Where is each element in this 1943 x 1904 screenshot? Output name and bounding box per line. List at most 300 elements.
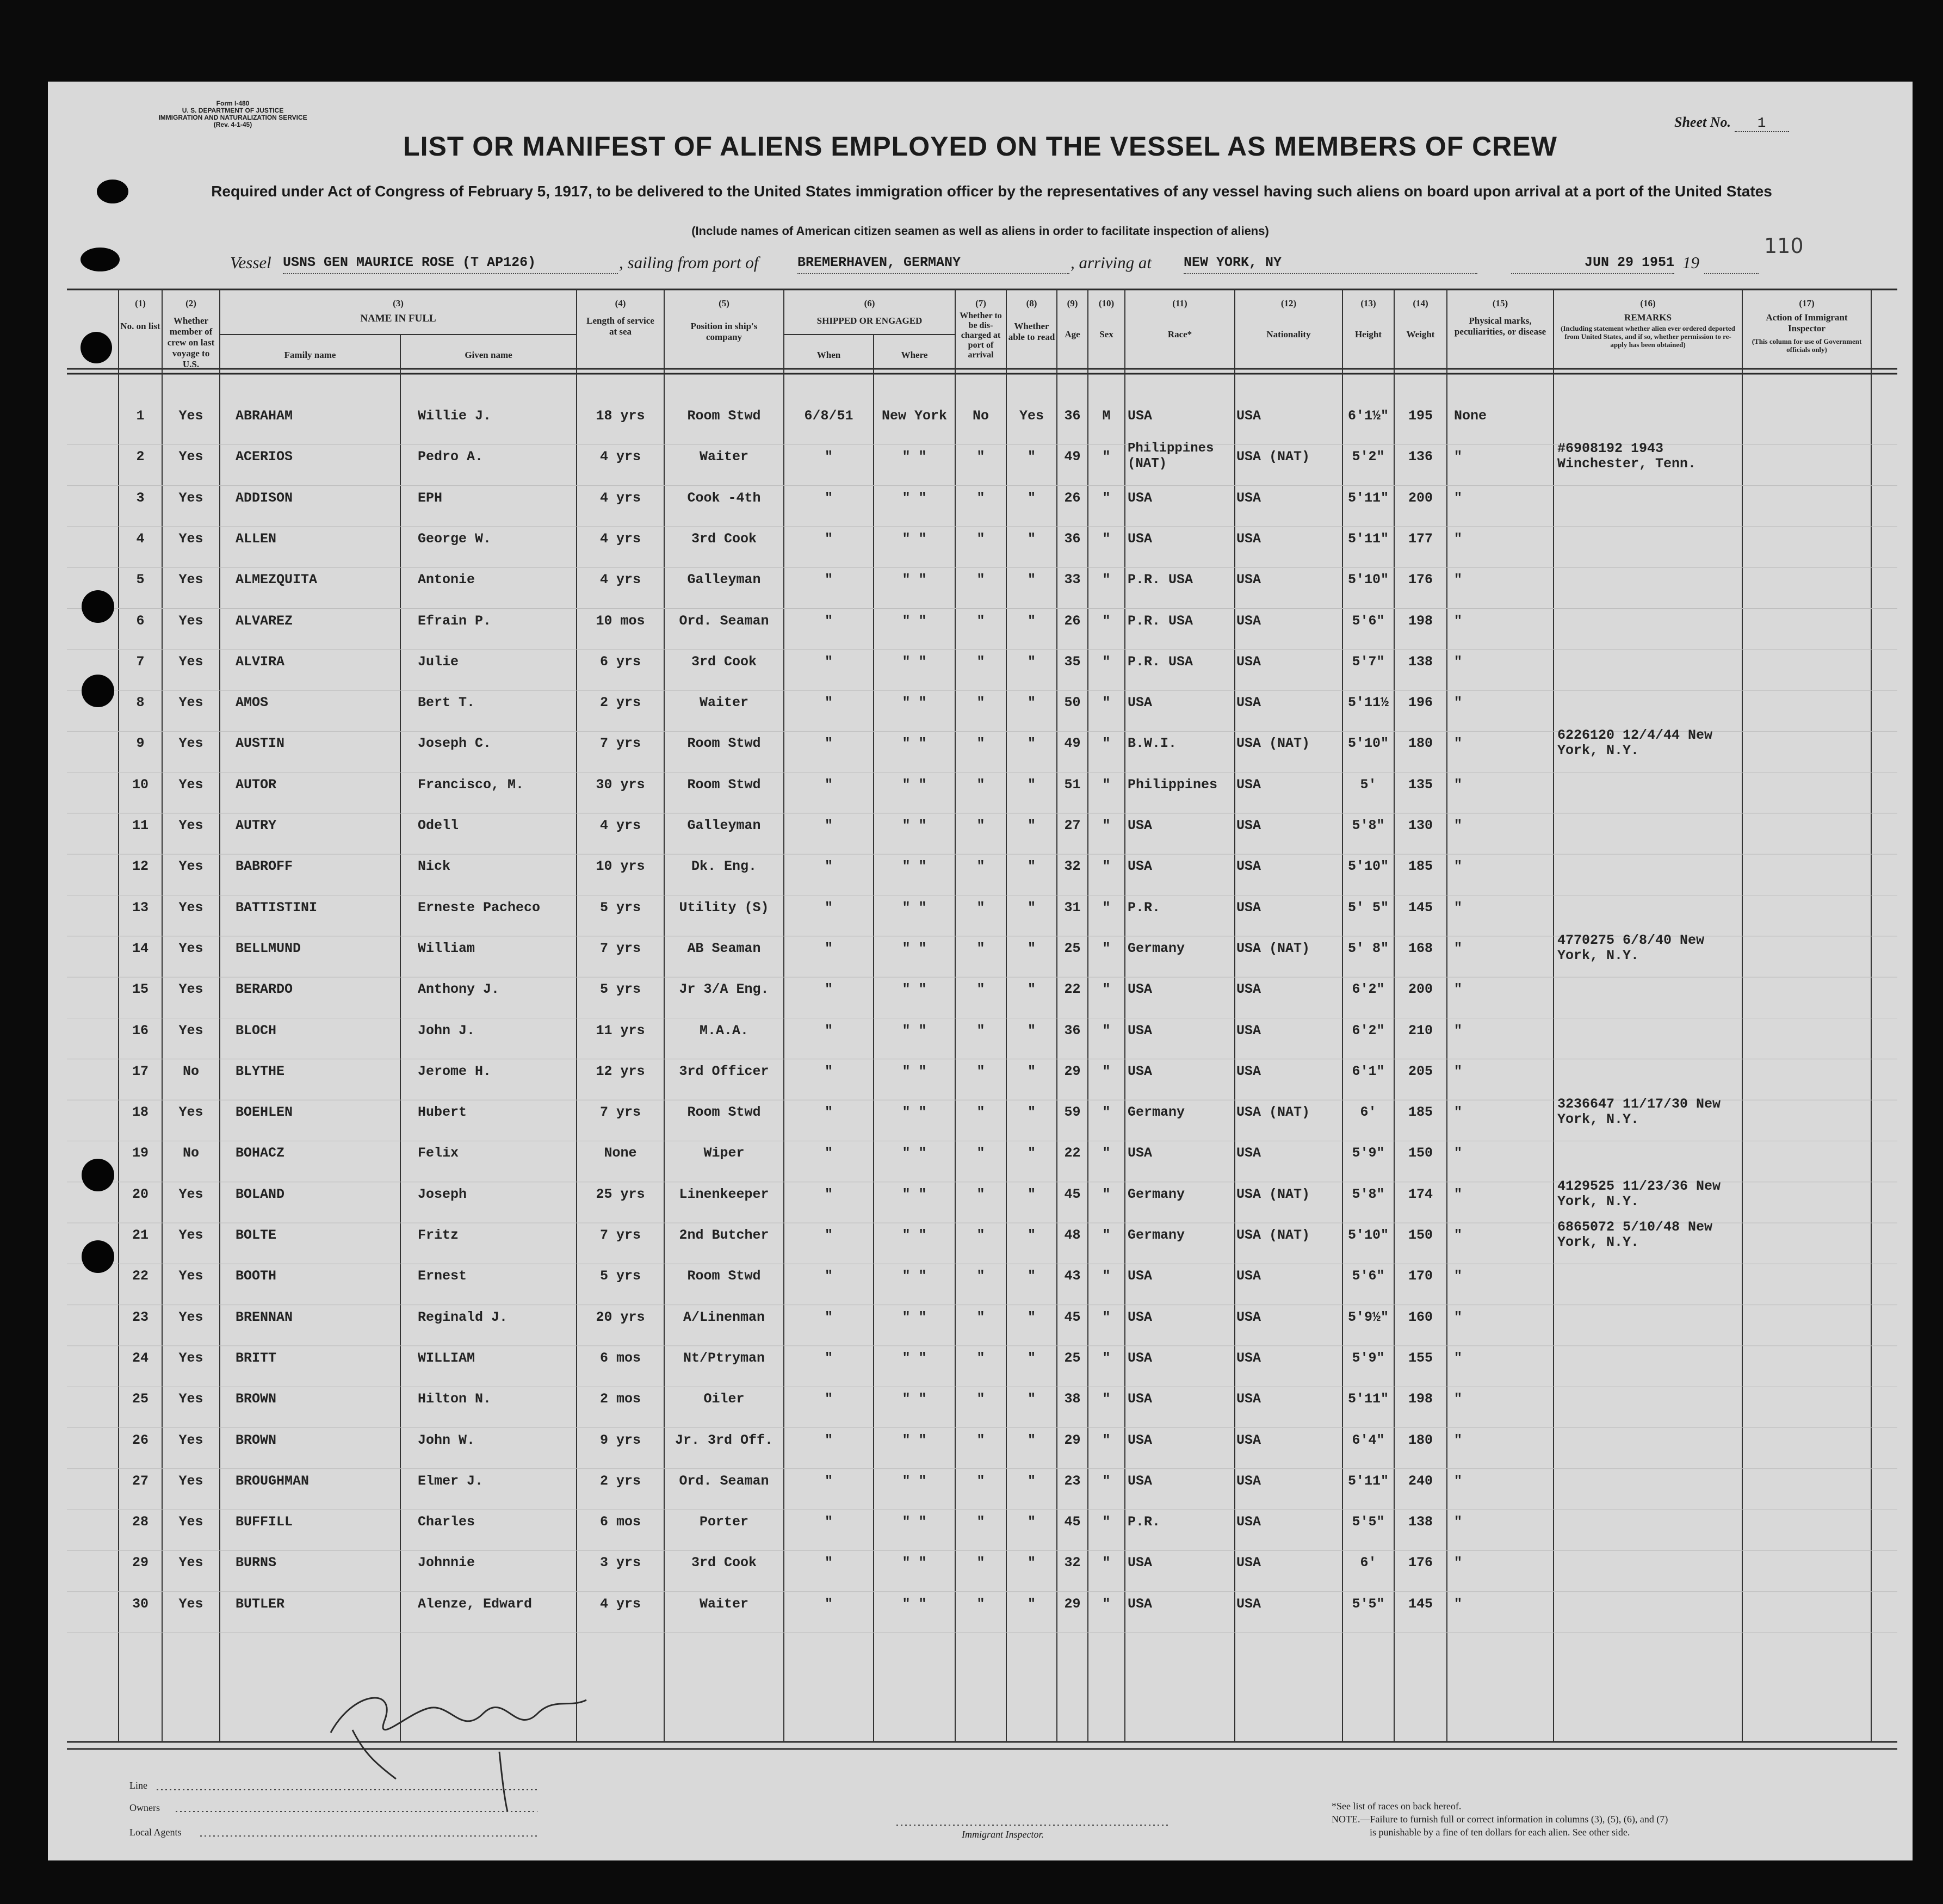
cell-no: 7: [136, 653, 145, 670]
cell-age: 29: [1064, 1432, 1081, 1448]
cell-no: 19: [132, 1145, 148, 1161]
cell-voy: Yes: [178, 572, 203, 588]
cell-sex: ": [1102, 1268, 1111, 1284]
cell-service: 5 yrs: [599, 899, 641, 916]
cell-given: Bert T.: [418, 695, 475, 711]
col-header-shipped-engaged: SHIPPED OR ENGAGED: [816, 316, 923, 326]
cell-nat: USA: [1236, 572, 1261, 588]
cell-height: 5' 8": [1347, 940, 1389, 956]
cell-sex: M: [1102, 408, 1111, 424]
cell-read: ": [1027, 940, 1036, 956]
cell-voy: Yes: [178, 1350, 203, 1366]
cell-nat: USA: [1236, 1063, 1261, 1079]
cell-read: ": [1027, 1186, 1036, 1202]
vessel-label: Vessel: [230, 253, 271, 272]
cell-weight: 200: [1408, 490, 1433, 506]
cell-given: Elmer J.: [418, 1473, 484, 1489]
cell-nat: USA: [1236, 408, 1261, 424]
cell-race: USA: [1128, 1473, 1153, 1489]
cell-height: 5'11": [1347, 490, 1389, 506]
cell-sex: ": [1102, 940, 1111, 956]
cell-nat: USA: [1236, 1391, 1261, 1407]
cell-family: BOHACZ: [236, 1145, 285, 1161]
cell-weight: 170: [1408, 1268, 1433, 1284]
cell-no: 5: [136, 572, 145, 588]
cell-nat: USA: [1236, 981, 1261, 998]
cell-when: ": [824, 653, 833, 670]
cell-weight: 210: [1408, 1022, 1433, 1038]
cell-nat: USA: [1236, 1555, 1261, 1571]
cell-no: 28: [132, 1514, 148, 1530]
cell-family: ALVIRA: [236, 653, 285, 670]
cell-position: AB Seaman: [687, 940, 761, 956]
cell-where: " ": [902, 1596, 927, 1612]
cell-service: 9 yrs: [599, 1432, 641, 1448]
cell-race: USA: [1128, 818, 1153, 833]
cell-height: 5'9": [1352, 1145, 1385, 1161]
cell-no: 30: [132, 1596, 148, 1612]
cell-where: " ": [902, 1145, 927, 1161]
col-num-6: (6): [864, 298, 875, 308]
arrival-date: JUN 29 1951: [1511, 255, 1674, 274]
footer-line-label: Line: [129, 1780, 147, 1791]
cell-no: 18: [132, 1104, 148, 1121]
cell-position: Room Stwd: [687, 408, 761, 424]
cell-remarks: 3236647 11/17/30 New York, N.Y.: [1557, 1096, 1721, 1128]
cell-when: ": [824, 899, 833, 916]
cell-age: 36: [1064, 1022, 1081, 1038]
cell-sex: ": [1102, 1596, 1111, 1612]
cell-position: Jr 3/A Eng.: [679, 981, 769, 998]
cell-disch: ": [976, 1473, 985, 1489]
cell-position: Nt/Ptryman: [683, 1350, 765, 1366]
cell-read: ": [1027, 818, 1036, 833]
cell-where: " ": [902, 858, 927, 875]
cell-given: Anthony J.: [418, 981, 500, 998]
cell-height: 6'2": [1352, 981, 1385, 998]
cell-race: USA: [1128, 1432, 1153, 1448]
cell-disch: ": [976, 490, 985, 506]
cell-race: USA: [1128, 1145, 1153, 1161]
cell-sex: ": [1102, 1473, 1111, 1489]
cell-when: ": [824, 1186, 833, 1202]
cell-disch: ": [976, 449, 985, 465]
cell-marks: ": [1454, 1596, 1463, 1612]
cell-read: ": [1027, 1350, 1036, 1366]
cell-sex: ": [1102, 776, 1111, 793]
cell-given: William: [418, 940, 475, 956]
cell-weight: 176: [1408, 1555, 1433, 1571]
cell-nat: USA (NAT): [1236, 1227, 1310, 1243]
cell-weight: 135: [1408, 776, 1433, 793]
cell-age: 36: [1064, 408, 1081, 424]
cell-family: BROUGHMAN: [236, 1473, 310, 1489]
cell-no: 23: [132, 1309, 148, 1325]
col-num-1: (1): [135, 298, 146, 308]
cell-nat: USA: [1236, 1145, 1261, 1161]
cell-given: Hubert: [418, 1104, 467, 1121]
cell-marks: ": [1454, 490, 1463, 506]
cell-read: ": [1027, 776, 1036, 793]
cell-where: " ": [902, 818, 927, 833]
cell-where: " ": [902, 490, 927, 506]
cell-position: Room Stwd: [687, 1104, 761, 1121]
cell-marks: None: [1454, 408, 1487, 424]
cell-no: 14: [132, 940, 148, 956]
cell-when: ": [824, 1391, 833, 1407]
cell-disch: ": [976, 1596, 985, 1612]
cell-voy: Yes: [178, 613, 203, 629]
cell-when: ": [824, 1227, 833, 1243]
cell-service: 4 yrs: [599, 490, 641, 506]
form-number: Form I-480: [216, 100, 250, 107]
cell-where: " ": [902, 613, 927, 629]
cell-service: 4 yrs: [599, 572, 641, 588]
cell-family: ALMEZQUITA: [236, 572, 318, 588]
cell-marks: ": [1454, 818, 1463, 833]
cell-voy: Yes: [178, 1022, 203, 1038]
cell-where: " ": [902, 1063, 927, 1079]
cell-nat: USA (NAT): [1236, 1104, 1310, 1121]
cell-sex: ": [1102, 1186, 1111, 1202]
cell-family: BOEHLEN: [236, 1104, 293, 1121]
cell-no: 4: [136, 530, 145, 547]
cell-when: ": [824, 1309, 833, 1325]
cell-position: Room Stwd: [687, 776, 761, 793]
cell-height: 5'11½: [1347, 695, 1389, 711]
cell-given: Antonie: [418, 572, 475, 588]
cell-when: ": [824, 1022, 833, 1038]
cell-voy: Yes: [178, 695, 203, 711]
cell-nat: USA: [1236, 695, 1261, 711]
cell-service: 7 yrs: [599, 1227, 641, 1243]
cell-weight: 196: [1408, 695, 1433, 711]
cell-weight: 150: [1408, 1145, 1433, 1161]
cell-family: BELLMUND: [236, 940, 301, 956]
arriving-label: , arriving at: [1070, 253, 1152, 272]
cell-sex: ": [1102, 490, 1111, 506]
cell-voy: Yes: [178, 899, 203, 916]
cell-remarks: 6865072 5/10/48 New York, N.Y.: [1557, 1219, 1713, 1250]
cell-race: USA: [1128, 1555, 1153, 1571]
cell-marks: ": [1454, 613, 1463, 629]
cell-voy: Yes: [178, 490, 203, 506]
cell-no: 13: [132, 899, 148, 916]
col-header-race: Race*: [1167, 329, 1192, 339]
cell-where: " ": [902, 572, 927, 588]
cell-disch: ": [976, 1350, 985, 1366]
cell-marks: ": [1454, 1473, 1463, 1489]
cell-marks: ": [1454, 1350, 1463, 1366]
cell-no: 21: [132, 1227, 148, 1243]
cell-when: ": [824, 490, 833, 506]
cell-when: ": [824, 818, 833, 833]
footer-owners-label: Owners: [129, 1802, 160, 1813]
cell-height: 5'11": [1347, 1473, 1389, 1489]
col-header-inspector-note: (This column for use of Government officials only): [1752, 337, 1862, 354]
cell-race: USA: [1128, 858, 1153, 875]
cell-disch: ": [976, 818, 985, 833]
cell-disch: ": [976, 981, 985, 998]
cell-race: USA: [1128, 408, 1153, 424]
cell-position: Ord. Seaman: [679, 613, 769, 629]
cell-voy: Yes: [178, 1268, 203, 1284]
cell-weight: 200: [1408, 981, 1433, 998]
cell-position: Ord. Seaman: [679, 1473, 769, 1489]
cell-age: 38: [1064, 1391, 1081, 1407]
cell-position: Waiter: [699, 449, 748, 465]
footer-note-penalty: NOTE.—Failure to furnish full or correct information in columns (3), (5), (6), and (7): [1332, 1814, 1668, 1825]
cell-where: " ": [902, 449, 927, 465]
cell-given: Joseph: [418, 1186, 467, 1202]
cell-nat: USA (NAT): [1236, 940, 1310, 956]
cell-marks: ": [1454, 1145, 1463, 1161]
cell-age: 45: [1064, 1309, 1081, 1325]
cell-where: " ": [902, 530, 927, 547]
cell-read: ": [1027, 1022, 1036, 1038]
cell-disch: ": [976, 735, 985, 752]
cell-family: BOLTE: [236, 1227, 277, 1243]
cell-position: 3rd Officer: [679, 1063, 769, 1079]
cell-family: BURNS: [236, 1555, 277, 1571]
cell-given: Efrain P.: [418, 613, 492, 629]
cell-weight: 155: [1408, 1350, 1433, 1366]
cell-height: 5'10": [1347, 735, 1389, 752]
cell-service: 6 mos: [599, 1350, 641, 1366]
cell-disch: ": [976, 1022, 985, 1038]
cell-family: ADDISON: [236, 490, 293, 506]
cell-position: Jr. 3rd Off.: [675, 1432, 774, 1448]
cell-sex: ": [1102, 1514, 1111, 1530]
cell-no: 20: [132, 1186, 148, 1202]
cell-when: ": [824, 735, 833, 752]
cell-no: 6: [136, 613, 145, 629]
cell-age: 29: [1064, 1063, 1081, 1079]
cell-sex: ": [1102, 1432, 1111, 1448]
cell-disch: ": [976, 1104, 985, 1121]
cell-nat: USA: [1236, 1596, 1261, 1612]
col-header-inspector-action: Action of Immigrant Inspector: [1766, 312, 1848, 333]
cell-family: BOOTH: [236, 1268, 277, 1284]
cell-read: ": [1027, 899, 1036, 916]
cell-read: ": [1027, 1227, 1036, 1243]
cell-given: Fritz: [418, 1227, 459, 1243]
cell-weight: 145: [1408, 1596, 1433, 1612]
cell-disch: ": [976, 695, 985, 711]
cell-where: " ": [902, 1104, 927, 1121]
cell-height: 5'10": [1347, 572, 1389, 588]
col-header-length-of-service: Length of service at sea: [586, 316, 654, 337]
cell-marks: ": [1454, 1104, 1463, 1121]
cell-family: BROWN: [236, 1391, 277, 1407]
cell-weight: 138: [1408, 653, 1433, 670]
cell-service: 4 yrs: [599, 530, 641, 547]
cell-age: 35: [1064, 653, 1081, 670]
cell-nat: USA: [1236, 776, 1261, 793]
cell-position: Wiper: [703, 1145, 745, 1161]
cell-no: 1: [136, 408, 145, 424]
cell-position: Room Stwd: [687, 1268, 761, 1284]
cell-weight: 198: [1408, 1391, 1433, 1407]
cell-race: Germany: [1128, 1186, 1185, 1202]
cell-read: ": [1027, 530, 1036, 547]
col-header-last-voyage: Whether member of crew on last voyage to U.S.: [167, 316, 215, 369]
cell-age: 36: [1064, 530, 1081, 547]
footer-note-races: *See list of races on back hereof.: [1332, 1801, 1462, 1812]
col-header-remarks-note: (Including statement whether alien ever ordered deported from United States, and if so, whether permission to re-apply has been obtained): [1561, 324, 1735, 349]
cell-read: ": [1027, 1145, 1036, 1161]
cell-height: 5'10": [1347, 1227, 1389, 1243]
cell-sex: ": [1102, 818, 1111, 833]
port-to: NEW YORK, NY: [1184, 255, 1477, 274]
cell-no: 16: [132, 1022, 148, 1038]
cell-race: USA: [1128, 1350, 1153, 1366]
cell-nat: USA: [1236, 1022, 1261, 1038]
cell-read: ": [1027, 1391, 1036, 1407]
cell-family: AUTOR: [236, 776, 277, 793]
cell-age: 59: [1064, 1104, 1081, 1121]
cell-family: BABROFF: [236, 858, 293, 875]
cell-voy: No: [182, 1145, 199, 1161]
col-header-remarks: REMARKS: [1624, 312, 1672, 323]
cell-weight: 168: [1408, 940, 1433, 956]
col-header-discharged: Whether to be dis-charged at port of arrival: [960, 311, 1002, 360]
punch-hole: [97, 180, 128, 203]
cell-sex: ": [1102, 1063, 1111, 1079]
cell-no: 26: [132, 1432, 148, 1448]
cell-race: Germany: [1128, 1104, 1185, 1121]
cell-position: Cook -4th: [687, 490, 761, 506]
cell-family: AUSTIN: [236, 735, 285, 752]
cell-disch: ": [976, 1227, 985, 1243]
cell-marks: ": [1454, 899, 1463, 916]
cell-read: ": [1027, 490, 1036, 506]
cell-height: 5' 5": [1347, 899, 1389, 916]
cell-sex: ": [1102, 572, 1111, 588]
cell-nat: USA: [1236, 1309, 1261, 1325]
cell-service: 7 yrs: [599, 735, 641, 752]
cell-disch: ": [976, 776, 985, 793]
cell-family: BUTLER: [236, 1596, 285, 1612]
cell-age: 45: [1064, 1186, 1081, 1202]
port-from: BREMERHAVEN, GERMANY: [797, 255, 1069, 274]
cell-where: " ": [902, 1309, 927, 1325]
cell-age: 32: [1064, 858, 1081, 875]
cell-given: Reginald J.: [418, 1309, 508, 1325]
cell-when: ": [824, 981, 833, 998]
cell-given: Hilton N.: [418, 1391, 492, 1407]
form-service: IMMIGRATION AND NATURALIZATION SERVICE: [158, 114, 307, 121]
cell-service: 10 yrs: [596, 858, 645, 875]
cell-family: BLOCH: [236, 1022, 277, 1038]
cell-where: " ": [902, 1350, 927, 1366]
cell-position: Oiler: [703, 1391, 745, 1407]
cell-marks: ": [1454, 1432, 1463, 1448]
cell-height: 5'2": [1352, 449, 1385, 465]
cell-remarks: #6908192 1943 Winchester, Tenn.: [1557, 441, 1697, 472]
stamped-number: 110: [1764, 234, 1804, 258]
cell-disch: ": [976, 1145, 985, 1161]
cell-weight: 130: [1408, 818, 1433, 833]
cell-position: Porter: [699, 1514, 748, 1530]
cell-marks: ": [1454, 1063, 1463, 1079]
cell-disch: ": [976, 1432, 985, 1448]
col-num-12: (12): [1280, 298, 1297, 308]
cell-no: 10: [132, 776, 148, 793]
cell-race: USA: [1128, 1268, 1153, 1284]
cell-race: B.W.I.: [1128, 735, 1177, 752]
cell-voy: Yes: [178, 1432, 203, 1448]
cell-height: 5'6": [1352, 1268, 1385, 1284]
cell-position: Waiter: [699, 1596, 748, 1612]
cell-service: 7 yrs: [599, 940, 641, 956]
cell-service: 25 yrs: [596, 1186, 645, 1202]
cell-age: 49: [1064, 449, 1081, 465]
cell-weight: 177: [1408, 530, 1433, 547]
cell-marks: ": [1454, 530, 1463, 547]
cell-when: ": [824, 940, 833, 956]
cell-no: 12: [132, 858, 148, 875]
cell-position: 3rd Cook: [691, 653, 757, 670]
cell-sex: ": [1102, 449, 1111, 465]
cell-given: Julie: [418, 653, 459, 670]
cell-age: 22: [1064, 981, 1081, 998]
cell-no: 2: [136, 449, 145, 465]
cell-read: Yes: [1019, 408, 1044, 424]
cell-sex: ": [1102, 695, 1111, 711]
col-header-family-name: Family name: [284, 350, 336, 360]
cell-when: ": [824, 1514, 833, 1530]
cell-voy: Yes: [178, 1227, 203, 1243]
cell-service: 7 yrs: [599, 1104, 641, 1121]
cell-no: 11: [132, 818, 148, 833]
col-num-16: (16): [1640, 298, 1656, 308]
cell-height: 6'4": [1352, 1432, 1385, 1448]
cell-nat: USA: [1236, 818, 1261, 833]
cell-given: Johnnie: [418, 1555, 475, 1571]
cell-position: M.A.A.: [699, 1022, 748, 1038]
cell-disch: ": [976, 613, 985, 629]
cell-remarks: 4129525 11/23/36 New York, N.Y.: [1557, 1178, 1721, 1209]
sheet-number-value: 1: [1735, 115, 1789, 132]
cell-marks: ": [1454, 449, 1463, 465]
cell-position: 2nd Butcher: [679, 1227, 769, 1243]
cell-read: ": [1027, 981, 1036, 998]
cell-family: BUFFILL: [236, 1514, 293, 1530]
cell-weight: 160: [1408, 1309, 1433, 1325]
cell-nat: USA: [1236, 530, 1261, 547]
cell-nat: USA: [1236, 490, 1261, 506]
cell-service: 11 yrs: [596, 1022, 645, 1038]
cell-voy: Yes: [178, 776, 203, 793]
cell-where: " ": [902, 1227, 927, 1243]
cell-family: AMOS: [236, 695, 269, 711]
cell-voy: Yes: [178, 1555, 203, 1571]
punch-hole: [81, 248, 120, 271]
col-header-given-name: Given name: [465, 350, 512, 360]
sheet-number-label: Sheet No.: [1674, 114, 1731, 130]
cell-race: P.R. USA: [1128, 613, 1193, 629]
cell-position: Linenkeeper: [679, 1186, 769, 1202]
cell-family: BOLAND: [236, 1186, 285, 1202]
cell-sex: ": [1102, 1309, 1111, 1325]
cell-age: 29: [1064, 1596, 1081, 1612]
cell-given: Jerome H.: [418, 1063, 492, 1079]
punch-hole: [81, 332, 112, 363]
cell-when: ": [824, 1063, 833, 1079]
col-num-7: (7): [975, 298, 986, 308]
cell-nat: USA: [1236, 653, 1261, 670]
